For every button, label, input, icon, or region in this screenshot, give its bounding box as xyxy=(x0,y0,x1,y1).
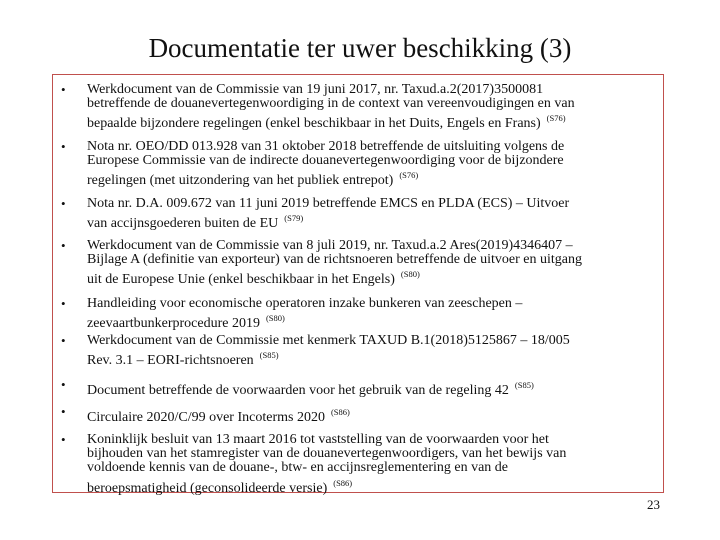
bullet-icon: • xyxy=(61,82,66,97)
list-item-line: Nota nr. OEO/DD 013.928 van 31 oktober 2018 betreffende de uitsluiting volgens de xyxy=(87,139,565,154)
reference-tag: (S86) xyxy=(333,477,353,488)
reference-tag: (S79) xyxy=(284,213,304,224)
list-item-line: Koninklijk besluit van 13 maart 2016 tot vaststelling van de voorwaarden voor het xyxy=(87,432,549,447)
list-item-line: voldoende kennis van de douane-, btw- en accijnsreglementering en van de xyxy=(87,460,509,476)
list-item-text xyxy=(87,239,659,288)
list-item-text xyxy=(87,433,659,496)
list-item-line: regelingen (met uitzondering van het publiek entrepot) $^{(S76)}$ xyxy=(87,170,419,189)
reference-tag: (S85) xyxy=(514,380,534,390)
reference-tag: (S86) xyxy=(330,407,350,417)
list-item-line: Document betreffende de voorwaarden voor het gebruik van de regeling 42 $^{(S85)}$ xyxy=(87,380,534,398)
reference-tag: (S76) xyxy=(546,113,566,124)
slide-title: Documentatie ter uwer beschikking (3) xyxy=(148,33,572,63)
list-item-line: Rev. 3.1 – EORI-richtsnoeren $^{(S85)}$ xyxy=(87,350,279,369)
list-item-line: Nota nr. D.A. 009.672 van 11 juni 2019 betreffende EMCS en PLDA (ECS) – Uitvoer xyxy=(87,196,570,211)
list-item-text xyxy=(87,405,659,425)
list-item-line: van accijnsgoederen buiten de EU $^{(S79)}$ xyxy=(87,213,304,232)
bullet-icon: • xyxy=(61,432,66,447)
list-item-text xyxy=(87,140,659,189)
list-item-line: Werkdocument van de Commissie van 19 juni 2017, nr. Taxud.a.2(2017)3500081 xyxy=(87,82,544,97)
list-item-line: Circulaire 2020/C/99 over Incoterms 2020 $^{(S86)}$ xyxy=(87,407,350,425)
list-item-text xyxy=(87,197,659,231)
list-item-text xyxy=(87,334,659,368)
list-item-line: zeevaartbunkerprocedure 2019 $^{(S80)}$ xyxy=(87,313,285,332)
bullet-icon: • xyxy=(61,404,66,419)
list-item-line: beroepsmatigheid (geconsolideerde versie) $^{(S86)}$ xyxy=(87,477,353,496)
reference-tag: (S76) xyxy=(399,170,419,181)
reference-tag: (S85) xyxy=(259,350,279,361)
reference-tag: (S80) xyxy=(265,313,285,324)
list-item-line: betreffende de douanevertegenwoordiging in de context van vereenvoudigingen en van xyxy=(87,96,575,112)
list-item-line: Bijlage A (definitie van exporteur) van de richtsnoeren betreffende de uitvoer en uitgang xyxy=(87,252,583,268)
bullet-icon: • xyxy=(61,333,66,348)
list-item-line: Europese Commissie van de indirecte douanevertegenwoordiging voor de bijzondere xyxy=(87,153,564,169)
list-item-text xyxy=(87,378,659,398)
list-item-line: bijhouden van het stamregister van de douanevertegenwoordigers, van het bewijs van xyxy=(87,446,567,462)
bullet-icon: • xyxy=(61,196,66,211)
list-item-line: bepaalde bijzondere regelingen (enkel beschikbaar in het Duits, Engels en Frans) $^{(S76)}$ xyxy=(87,113,566,132)
list-item-line: Werkdocument van de Commissie met kenmerk TAXUD B.1(2018)5125867 – 18/005 xyxy=(87,333,570,348)
list-item-line: Werkdocument van de Commissie van 8 juli 2019, nr. Taxud.a.2 Ares(2019)4346407 – xyxy=(87,238,573,253)
bullet-icon: • xyxy=(61,238,66,253)
list-item-line: Handleiding voor economische operatoren inzake bunkeren van zeeschepen – xyxy=(87,296,523,311)
list-item-text xyxy=(87,297,659,331)
list-item-text xyxy=(87,83,659,132)
page-number: 23 xyxy=(647,497,660,512)
bullet-icon: • xyxy=(61,139,66,154)
list-item-line: uit de Europese Unie (enkel beschikbaar in het Engels) $^{(S80)}$ xyxy=(87,269,420,288)
reference-tag: (S80) xyxy=(400,269,420,280)
bullet-icon: • xyxy=(61,296,66,311)
bullet-icon: • xyxy=(61,377,66,392)
content-box xyxy=(52,74,664,496)
